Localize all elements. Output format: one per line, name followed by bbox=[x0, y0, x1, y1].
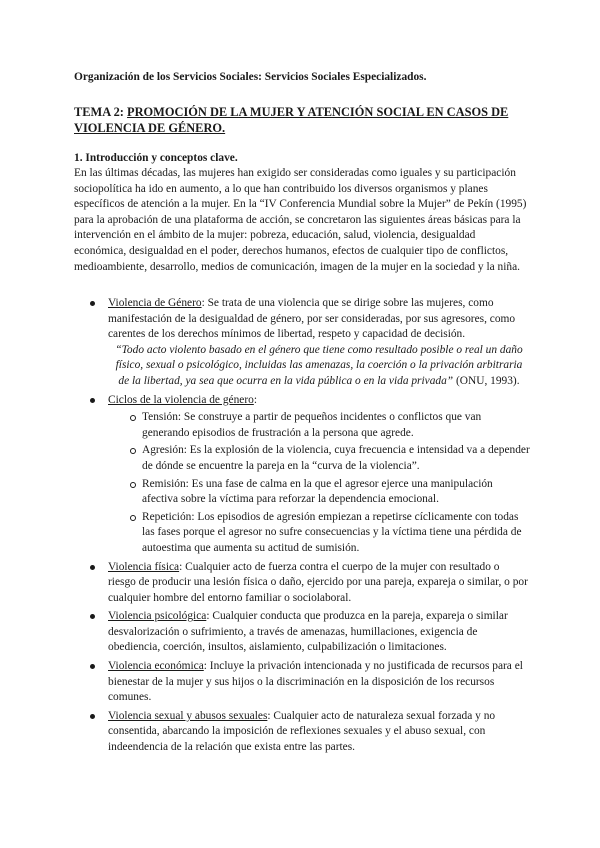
term: Ciclos de la violencia de género bbox=[108, 393, 254, 406]
subject-title: Organización de los Servicios Sociales: Servicios Sociales Especializados. bbox=[74, 71, 427, 83]
list-item-violencia-psicologica bbox=[74, 609, 530, 656]
cycle-phases bbox=[108, 410, 530, 556]
list-item-violencia-economica bbox=[74, 659, 530, 706]
quote-text: “Todo acto violento basado en el género que tiene como resultado posible o real un daño físico, sexual o psicológico, incluidas las amenazas, la coerción o la privación arbitraria de la libertad, ya sea que ocurra en la vida pública o en la vida privada” bbox=[115, 343, 523, 387]
definition: Cualquier conducta que produzca en la pareja, expareja o similar desvalorización o sufrimiento, a través de amenazas, humillaciones, exigencia de obediencia, coerción, insultos, aislamiento, culpabilización o limitaciones. bbox=[108, 610, 508, 654]
term: Violencia sexual y abusos sexuales bbox=[108, 709, 268, 722]
list-item-violencia-genero bbox=[74, 296, 530, 390]
definition: Se trata de una violencia que se dirige sobre las mujeres, como manifestación de la desigualdad de género, por ser consideradas, por sus agresores, como carentes de los derechos mínimos de libertad, respeto y capacidad de decisión. bbox=[108, 297, 516, 341]
section-heading: 1. Introducción y conceptos clave. bbox=[74, 152, 238, 164]
term: Violencia de Género bbox=[108, 297, 202, 309]
definition: Cualquier acto de fuerza contra el cuerpo de la mujer con resultado o riesgo de producir una lesión física o daño, ejercido por una pareja, expareja o similar, o por cualquier hombre del entorno familiar o sociolaboral. bbox=[108, 560, 528, 604]
list-item-violencia-fisica bbox=[74, 560, 530, 607]
list-item-violencia-sexual bbox=[74, 709, 530, 756]
term-separator: : bbox=[253, 393, 257, 406]
term: Violencia psicológica bbox=[108, 610, 207, 623]
term-separator: : bbox=[203, 660, 207, 673]
concept-list bbox=[74, 296, 530, 759]
term-separator: : bbox=[201, 297, 205, 309]
topic-prefix: TEMA 2: bbox=[74, 105, 128, 119]
term: Violencia física bbox=[108, 560, 180, 573]
definition: Incluye la privación intencionada y no justificada de recursos para el bienestar de la mujer y sus hijos o la discriminación en la disposición de los recursos comunes. bbox=[108, 660, 523, 704]
topic-title-text: PROMOCIÓN DE LA MUJER Y ATENCIÓN SOCIAL EN CASOS DE VIOLENCIA DE GÉNERO. bbox=[74, 105, 509, 135]
term-separator: : bbox=[267, 709, 271, 722]
phase-item: Agresión: Es la explosión de la violencia, cuya frecuencia e intensidad va a depender de dónde se encuentre la pareja en la “curva de la violencia”. bbox=[108, 443, 530, 474]
term-separator: : bbox=[179, 560, 183, 573]
quote-source: (ONU, 1993). bbox=[453, 374, 520, 387]
term: Violencia económica bbox=[108, 660, 204, 673]
topic-title bbox=[74, 104, 530, 136]
definition: Cualquier acto de naturaleza sexual forzada y no consentida, abarcando la imposición de reflexiones sexuales y el abuso sexual, con indeendencia de la relación que exista entre las partes. bbox=[108, 709, 496, 754]
phase-item: Tensión: Se construye a partir de pequeños incidentes o conflictos que van generando episodios de frustración a la persona que agrede. bbox=[108, 410, 530, 441]
intro-paragraph: En las últimas décadas, las mujeres han exigido ser consideradas como iguales y su participación sociopolítica ha ido en aumento, a lo que han contribuido los diversos organismos y planes específicos de atención a la mujer. En la “IV Conferencia Mundial sobre la Mujer” de Pekín (1995) para la aprobación de una plataforma de acción, se concretaron las siguientes áreas básicas para la intervención en el ámbito de la mujer: pobreza, educación, salud, violencia, desigualdad económica, desigualdad en el poder, derechos humanos, efectos de cualquier tipo de conflictos, medioambiente, desarrollo, medios de comunicación, imagen de la mujer en la sociedad y la niña. bbox=[74, 167, 527, 273]
phase-item: Repetición: Los episodios de agresión empiezan a repetirse cíclicamente con todas las fases porque el agresor no sufre consecuencias y la víctima tiene una pérdida de autoestima que aumenta su actitud de sumisión. bbox=[108, 510, 530, 557]
term-separator: : bbox=[206, 610, 210, 623]
phase-item: Remisión: Es una fase de calma en la que el agresor ejerce una manipulación afectiva sobre la víctima para reforzar la dependencia emocional. bbox=[108, 477, 530, 508]
onu-quote bbox=[108, 343, 530, 390]
list-item-ciclos bbox=[74, 393, 530, 557]
